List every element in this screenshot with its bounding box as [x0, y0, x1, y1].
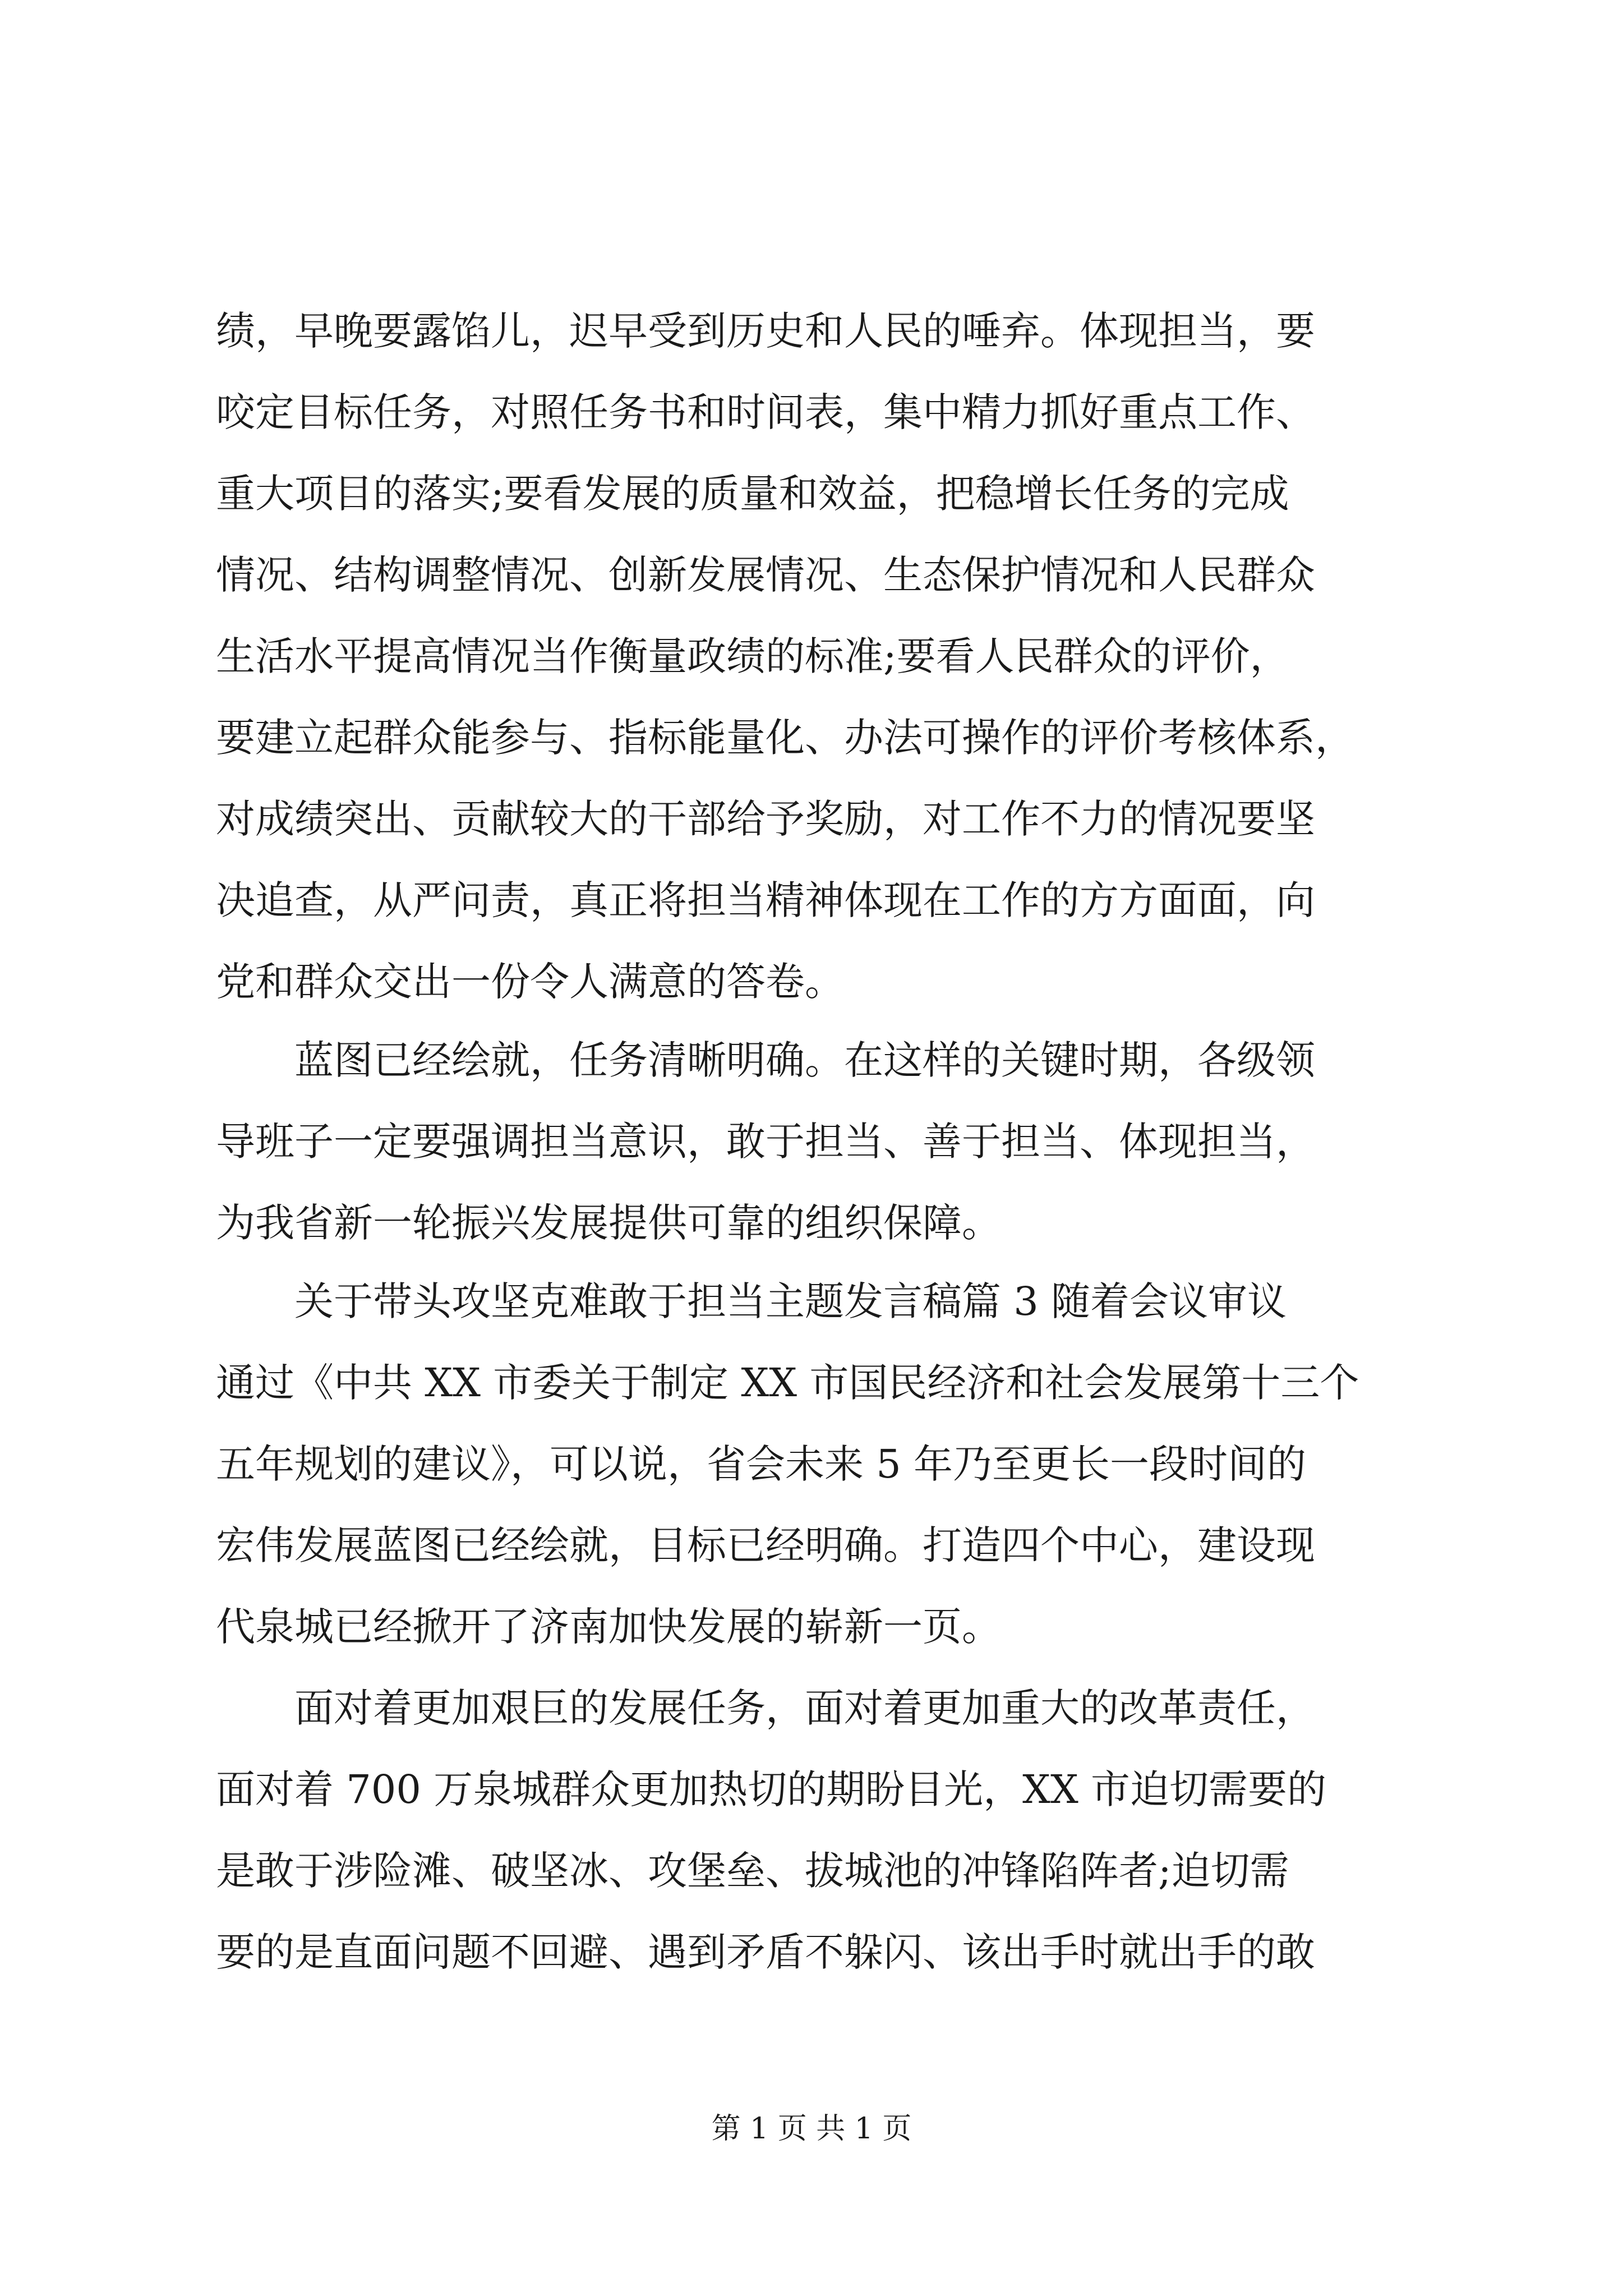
text-line: 导班子一定要强调担当意识，敢于担当、善于担当、体现担当，: [216, 1119, 1315, 1165]
paragraph-first-line: 关于带头攻坚克难敢于担当主题发言稿篇 3 随着会议审议: [294, 1278, 1287, 1324]
text-line: 绩，早晚要露馅儿，迟早受到历史和人民的唾弃。体现担当，要: [216, 308, 1315, 354]
text-line: 要的是直面问题不回避、遇到矛盾不躲闪、该出手时就出手的敢: [216, 1929, 1315, 1975]
text-line: 咬定目标任务，对照任务书和时间表，集中精力抓好重点工作、: [216, 389, 1315, 435]
text-line: 是敢于涉险滩、破坚冰、攻堡垒、拔城池的冲锋陷阵者;迫切需: [216, 1848, 1289, 1894]
text-line: 五年规划的建议》，可以说，省会未来 5 年乃至更长一段时间的: [216, 1441, 1307, 1487]
text-line: 要建立起群众能参与、指标能量化、办法可操作的评价考核体系，: [216, 715, 1354, 761]
text-line: 党和群众交出一份令人满意的答卷。: [216, 959, 844, 1005]
text-line: 对成绩突出、贡献较大的干部给予奖励，对工作不力的情况要坚: [216, 796, 1315, 842]
text-line: 生活水平提高情况当作衡量政绩的标准;要看人民群众的评价，: [216, 633, 1289, 679]
text-line: 决追查，从严问责，真正将担当精神体现在工作的方方面面，向: [216, 877, 1315, 923]
text-line: 为我省新一轮振兴发展提供可靠的组织保障。: [216, 1200, 1001, 1246]
text-line: 宏伟发展蓝图已经绘就，目标已经明确。打造四个中心，建设现: [216, 1522, 1315, 1568]
text-line: 情况、结构调整情况、创新发展情况、生态保护情况和人民群众: [216, 552, 1315, 598]
text-line: 代泉城已经掀开了济南加快发展的崭新一页。: [216, 1604, 1001, 1650]
paragraph-first-line: 蓝图已经绘就，任务清晰明确。在这样的关键时期，各级领: [294, 1037, 1315, 1083]
page-footer: 第 1 页 共 1 页: [711, 2112, 912, 2146]
text-line: 通过《中共 XX 市委关于制定 XX 市国民经济和社会发展第十三个: [216, 1360, 1359, 1406]
paragraph-first-line: 面对着更加艰巨的发展任务，面对着更加重大的改革责任，: [294, 1685, 1315, 1731]
text-line: 重大项目的落实;要看发展的质量和效益，把稳增长任务的完成: [216, 471, 1289, 517]
text-line: 面对着 700 万泉城群众更加热切的期盼目光，XX 市迫切需要的: [216, 1766, 1327, 1812]
